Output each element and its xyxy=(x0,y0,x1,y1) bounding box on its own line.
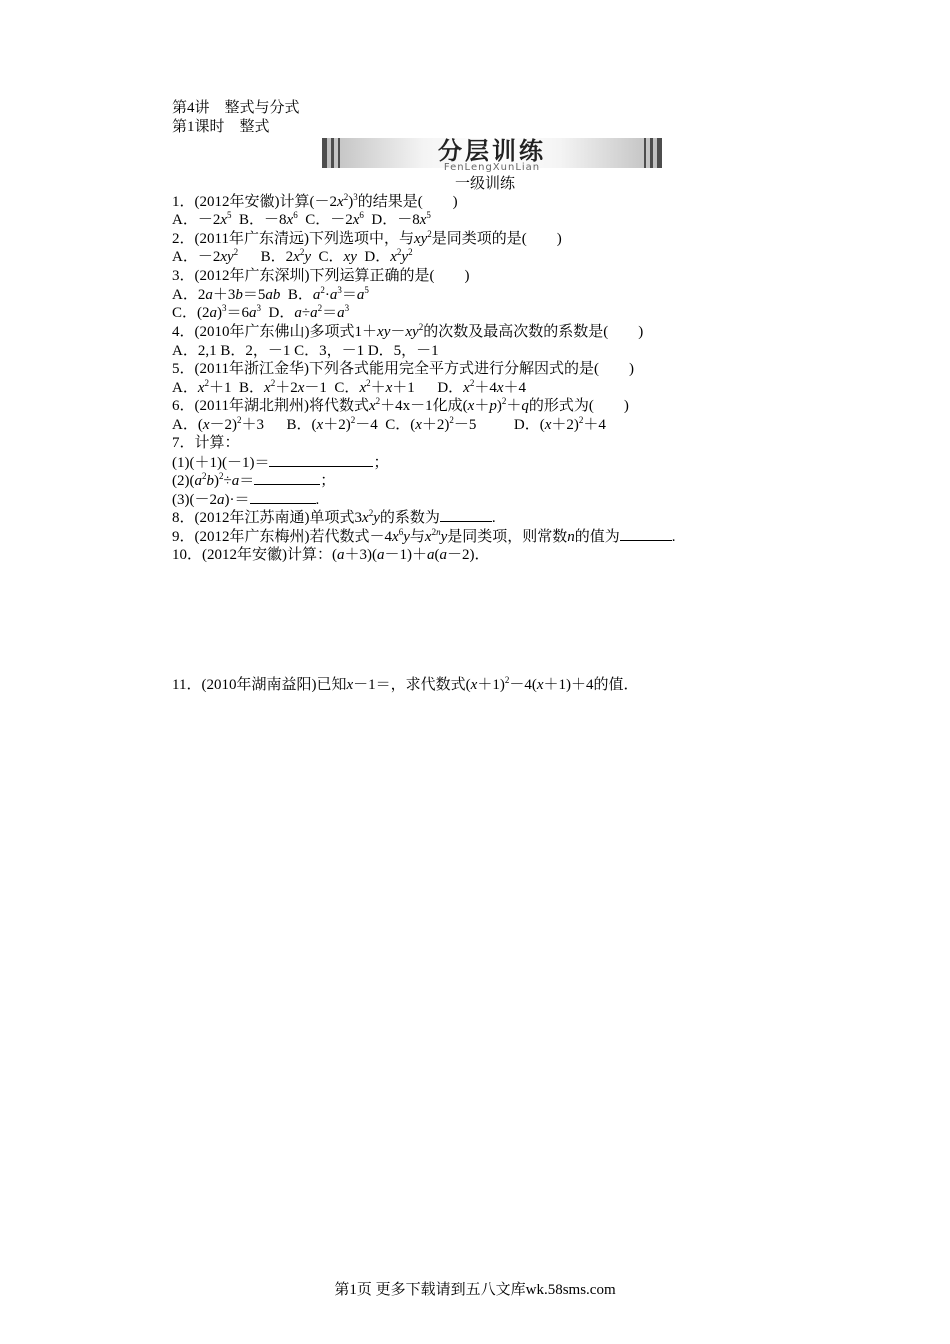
question-2-options: A．$-2xy^2$ B．$2x^2y$ C．xy D．$x^2y^2$ xyxy=(172,247,413,265)
question-6: 6．(2011年湖北荆州)将代数式$x^2+4x-1$化成$(x+p)^2+q$的形式为( ) xyxy=(172,396,629,414)
question-3-options-1: A．2a＋3b＝5ab B．$a^2\cdot a^3=a^5$ xyxy=(172,285,369,303)
chapter-title: 第4讲 整式与分式 xyxy=(172,100,300,116)
question-7-part-1: (1)(＋1)(－1)＝ ； xyxy=(172,455,389,471)
question-3: 3．(2012年广东深圳)下列运算正确的是( ) xyxy=(172,268,470,284)
answer-blank[interactable] xyxy=(440,508,492,522)
answer-blank[interactable] xyxy=(620,527,672,541)
lesson-title: 第1课时 整式 xyxy=(172,119,270,135)
question-7-part-2: $(2)(a^2b)^2\div a=$ ； xyxy=(172,471,336,489)
question-4: 4．(2010年广东佛山)多项式$1+xy-xy^2$的次数及最高次数的系数是( ) xyxy=(172,322,644,340)
answer-blank[interactable] xyxy=(269,453,373,467)
question-5: 5．(2011年浙江金华)下列各式能用完全平方式进行分解因式的是( ) xyxy=(172,361,634,377)
banner-title: 分层训练 xyxy=(438,137,546,165)
question-11: 11．(2010年湖南益阳)已知x－1＝，求代数式$(x+1)^2-4(x+1)+4$的值． xyxy=(172,675,639,693)
question-1-options: A．$-2x^5$ B．$-8x^6$ C．$-2x^6$ D．$-8x^5$ xyxy=(172,210,431,228)
question-3-options-2: C．$(2a)^3=6a^3$ D．$a\div a^2=a^3$ xyxy=(172,303,350,321)
question-10: 10．(2012年安徽)计算：(a＋3)(a－1)＋a(a－2)． xyxy=(172,547,490,563)
page-footer: 第1页 更多下载请到五八文库wk.58sms.com xyxy=(334,1282,616,1298)
question-1: 1．(2012年安徽)计算$(-2x^2)^3$的结果是( ) xyxy=(172,192,458,210)
banner-pinyin: FenLengXunLian xyxy=(443,162,541,173)
answer-blank[interactable] xyxy=(254,471,320,485)
question-5-options: A．$x^2+1$ B．$x^2+2x-1$ C．$x^2+x+1$ D．$x^2+4x+4$ xyxy=(172,378,527,396)
question-7-part-3: (3)(－2a)·＝ . xyxy=(172,492,320,508)
question-9: 9．(2012年广东梅州)若代数式$-4x^6y$与$x^{2n}y$是同类项，则常数n的值为 . xyxy=(172,527,676,545)
question-8: 8．(2012年江苏南通)单项式$3x^2y$的系数为 . xyxy=(172,508,496,526)
level-label: 一级训练 xyxy=(455,176,516,192)
question-2: 2．(2011年广东清远)下列选项中，与$xy^2$是同类项的是( ) xyxy=(172,229,562,247)
question-4-options: A．2,1 B．2，－1 C．3，－1 D．5，－1 xyxy=(172,343,439,359)
section-banner xyxy=(322,136,662,173)
question-6-options: A．$(x-2)^2+3$ B．$(x+2)^2-4$ C．$(x+2)^2-5$ D．$(x+2)^2+4$ xyxy=(172,415,606,433)
question-7: 7．计算： xyxy=(172,435,240,451)
answer-blank[interactable] xyxy=(250,490,316,504)
